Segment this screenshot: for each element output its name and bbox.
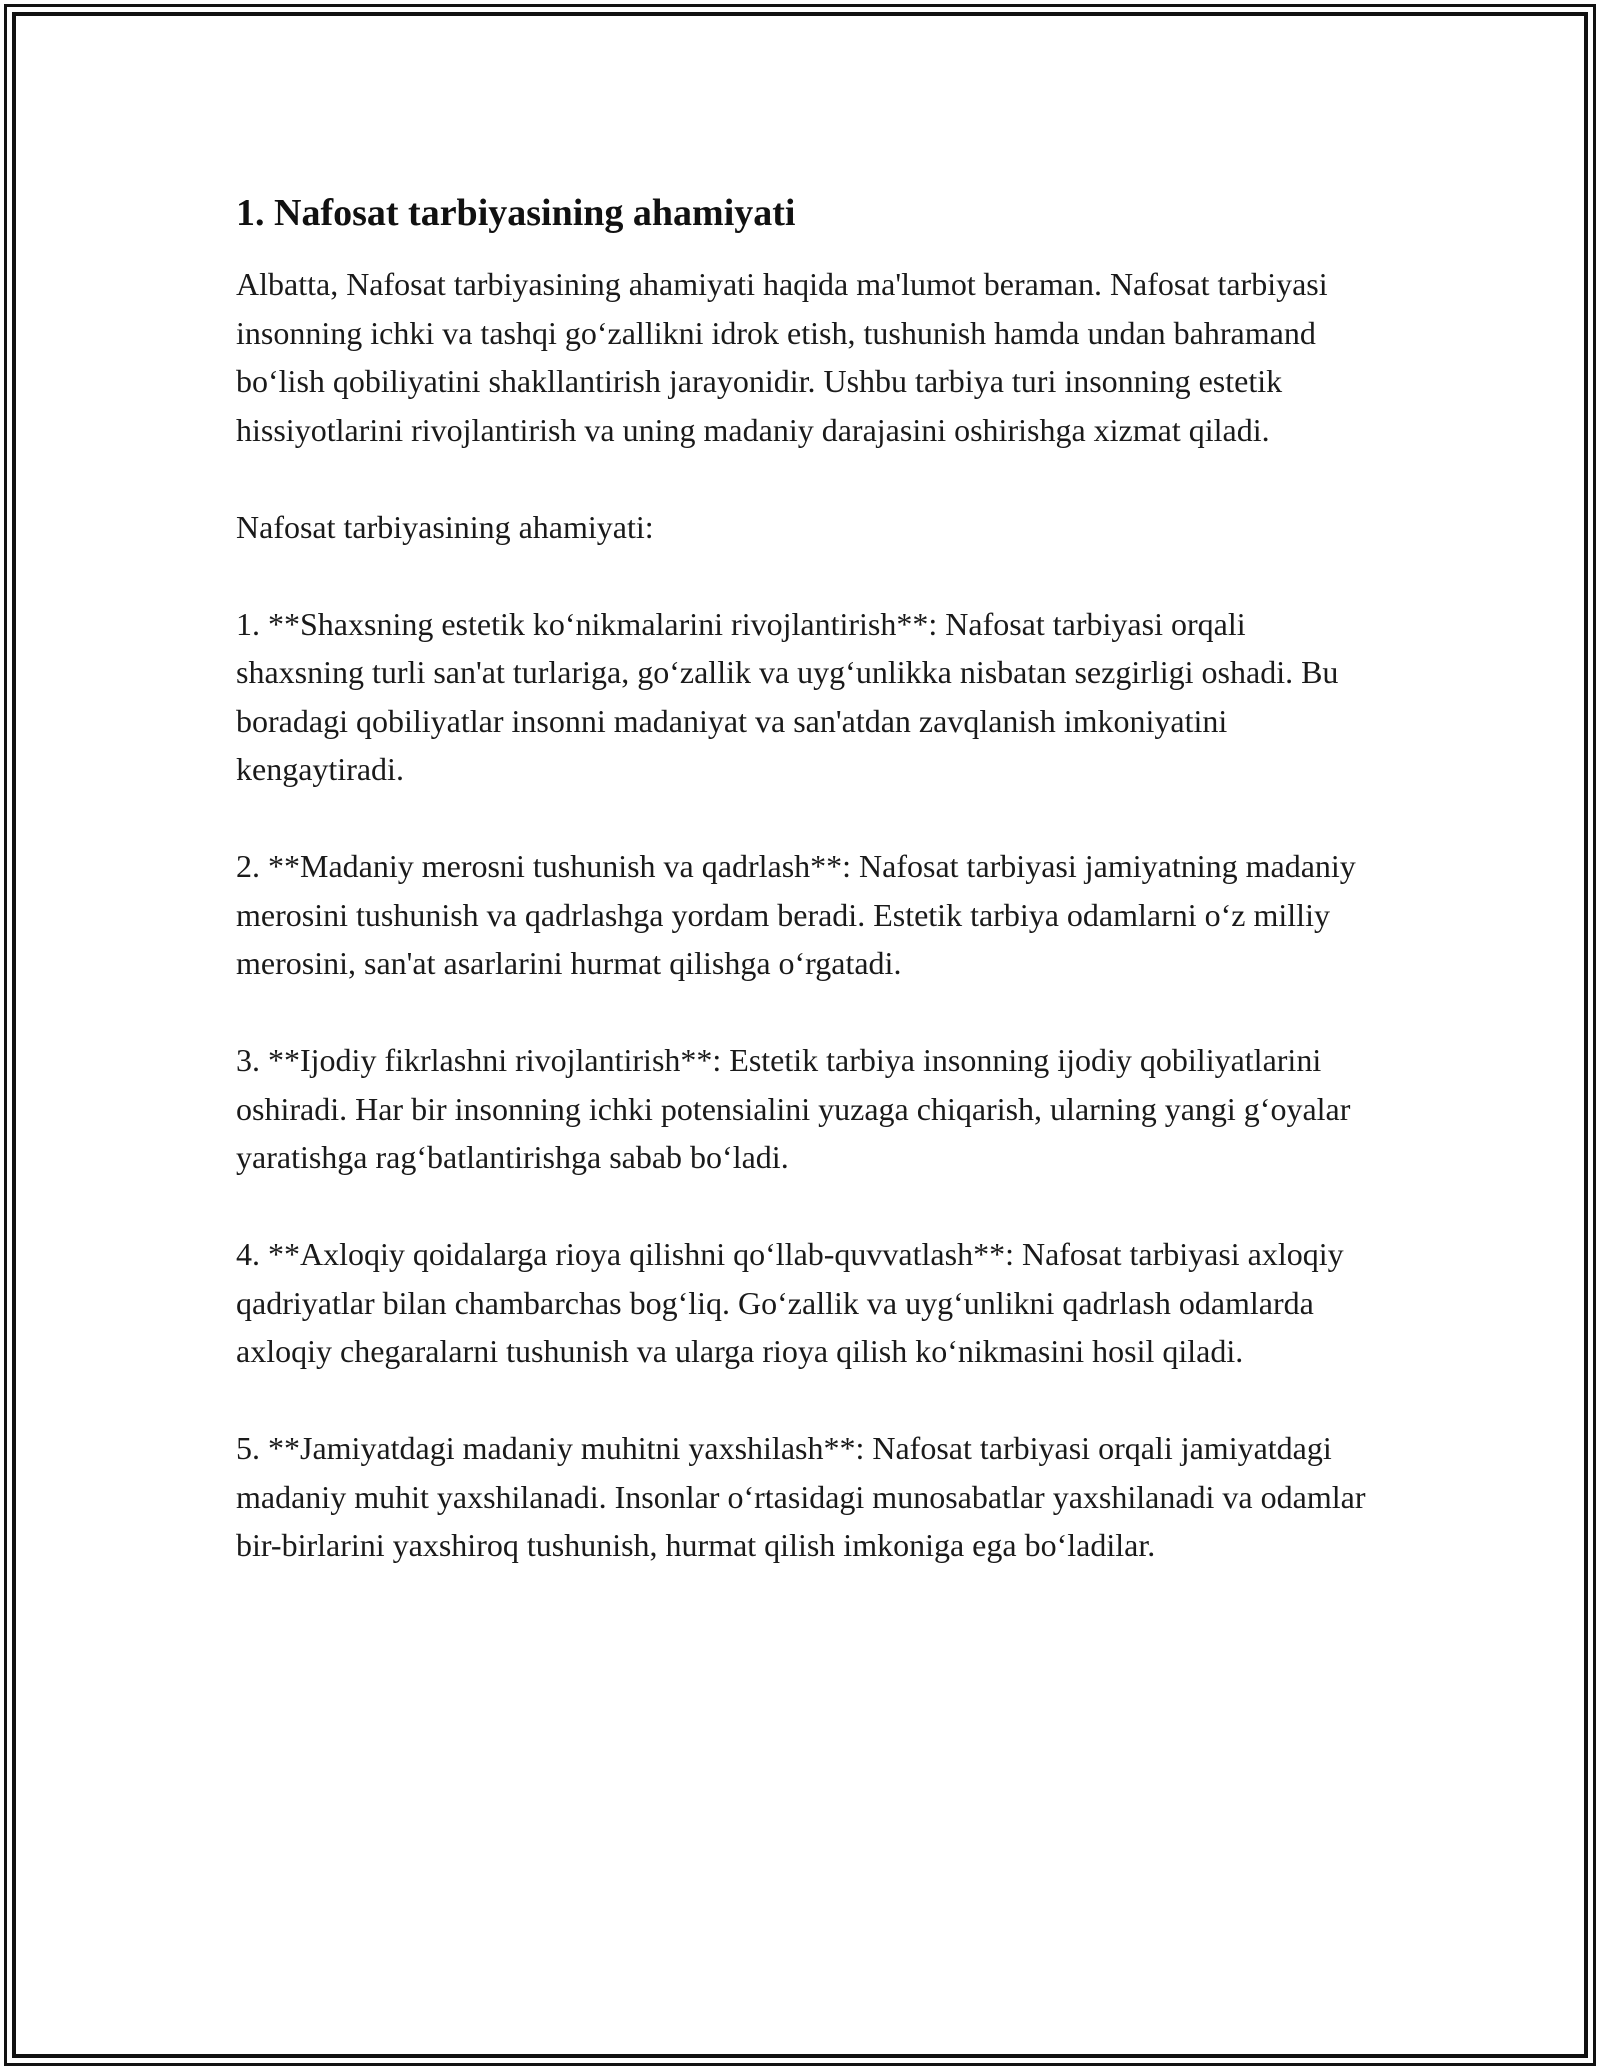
list-item-1: 1. **Shaxsning estetik ko‘nikmalarini rivojlantirish**: Nafosat tarbiyasi orqali shaxsning turli san'at turlariga, go‘zallik va uyg‘unlikka nisbatan sezgirligi oshadi. Bu boradagi qobiliyatlar insonni madaniyat va san'atdan zavqlanish imkoniyatini kengaytiradi. [236,605,1339,787]
list-item-4: 4. **Axloqiy qoidalarga rioya qilishni qo‘llab-quvvatlash**: Nafosat tarbiyasi axloqiy qadriyatlar bilan chambarchas bog‘liq. Go‘zallik va uyg‘unlikni qadrlash odamlarda axloqiy chegaralarni tushunish va ularga rioya qilish ko‘nikmasini hosil qiladi. [236,1236,1344,1369]
list-item-3: 3. **Ijodiy fikrlashni rivojlantirish**: Estetik tarbiya insonning ijodiy qobiliyatlarini oshiradi. Har bir insonning ichki potensialini yuzaga chiqarish, ularning yangi g‘oyalar yaratishga rag‘batlantirishga sabab bo‘ladi. [236,1042,1351,1175]
document-title: 1. Nafosat tarbiyasining ahamiyati [236,192,796,234]
list-item-5: 5. **Jamiyatdagi madaniy muhitni yaxshilash**: Nafosat tarbiyasi orqali jamiyatdagi madaniy muhit yaxshilanadi. Insonlar o‘rtasidagi munosabatlar yaxshilanadi va odamlar bir-birlarini yaxshiroq tushunish, hurmat qilish imkoniga ega bo‘ladilar. [236,1430,1366,1563]
section-heading-paragraph: Nafosat tarbiyasining ahamiyati: [236,508,654,545]
document-body [236,186,1366,1618]
list-item-2: 2. **Madaniy merosni tushunish va qadrlash**: Nafosat tarbiyasi jamiyatning madaniy merosini tushunish va qadrlashga yordam beradi. Estetik tarbiya odamlarni o‘z milliy merosini, san'at asarlarini hurmat qilishga o‘rgatadi. [236,848,1356,981]
intro-paragraph: Albatta, Nafosat tarbiyasining ahamiyati haqida ma'lumot beraman. Nafosat tarbiyasi insonning ichki va tashqi go‘zallikni idrok etish, tushunish hamda undan bahramand bo‘lish qobiliyatini shakllantirish jarayonidir. Ushbu tarbiya turi insonning estetik hissiyotlarini rivojlantirish va uning madaniy darajasini oshirishga xizmat qiladi. [236,266,1328,448]
